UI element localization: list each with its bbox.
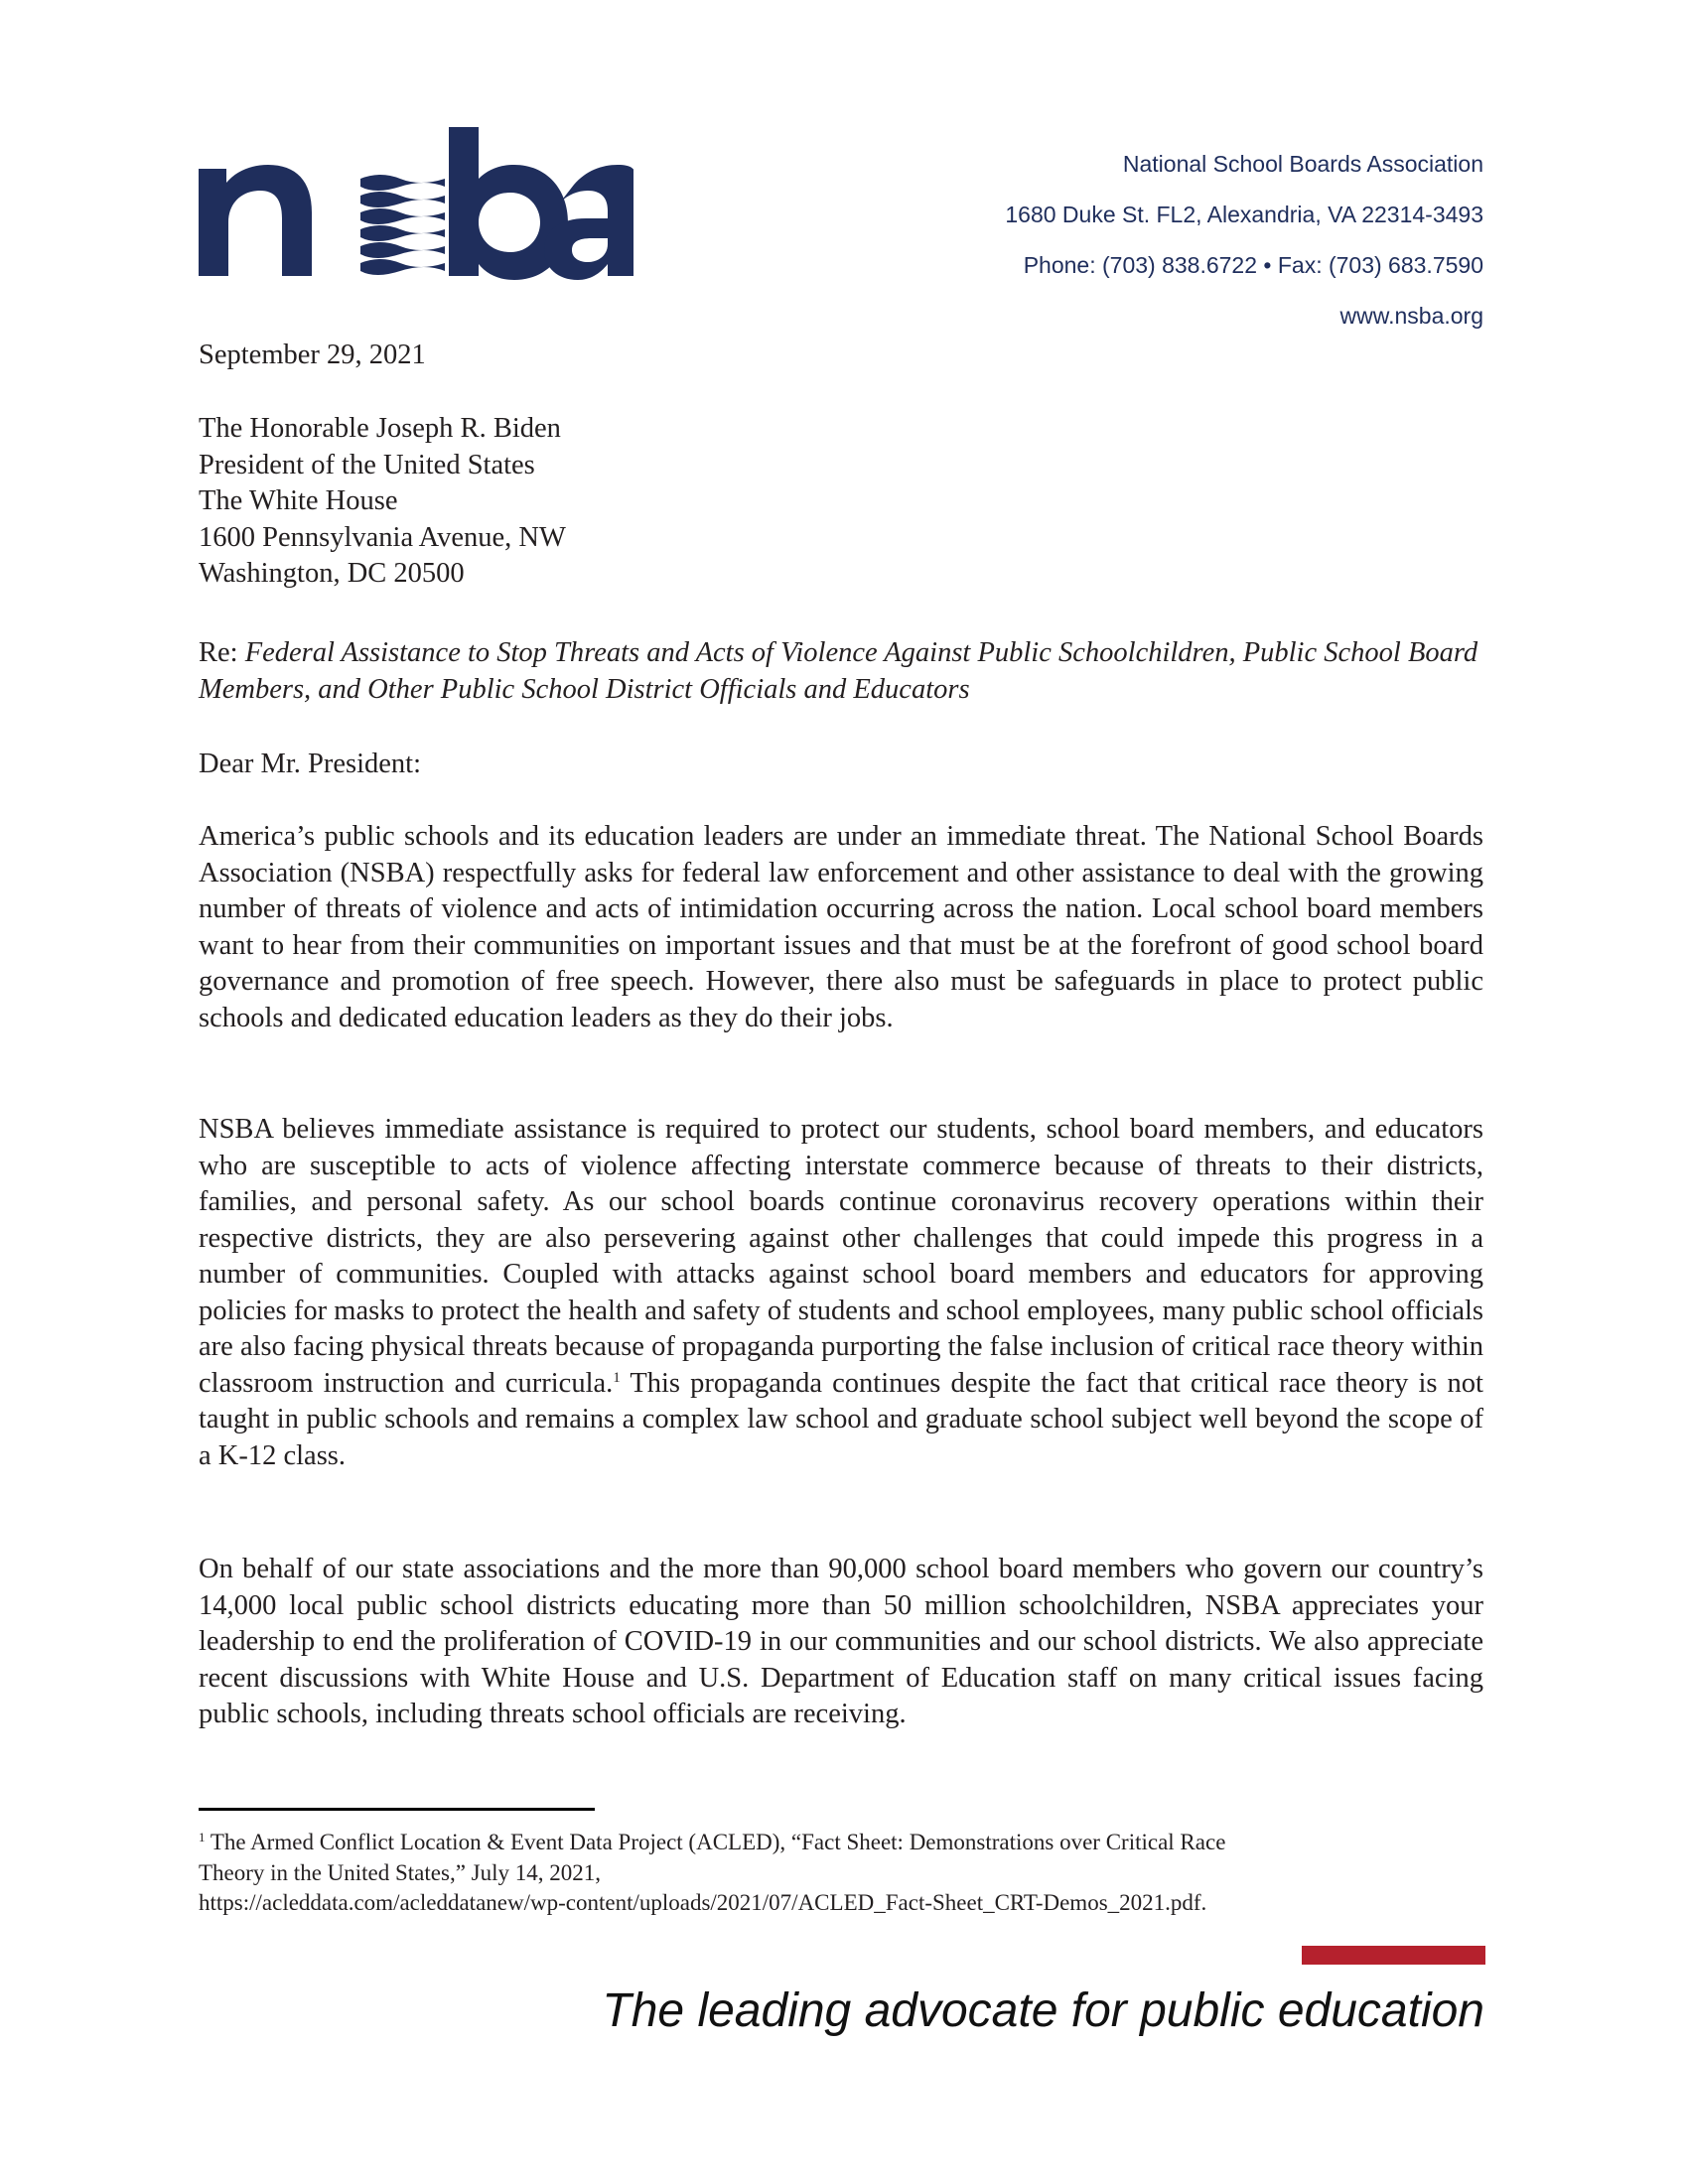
footnote bbox=[199, 1828, 1489, 1919]
footnote-line: The Armed Conflict Location & Event Data Project (ACLED), “Fact Sheet: Demonstrations over Critical Race bbox=[205, 1830, 1226, 1854]
re-subject: Federal Assistance to Stop Threats and Acts of Violence Against Public Schoolchildren, Public School Board Members, and Other Public School District Officials and Educators bbox=[199, 637, 1478, 705]
re-label: Re: bbox=[199, 637, 238, 668]
recipient-line: President of the United States bbox=[199, 449, 535, 480]
re-line bbox=[199, 635, 1483, 708]
footnote-line: Theory in the United States,” July 14, 2021, bbox=[199, 1859, 601, 1885]
recipient-line: Washington, DC 20500 bbox=[199, 558, 465, 589]
footnote-reference[interactable]: 1 bbox=[613, 1369, 621, 1386]
paragraph-2-part-a: NSBA believes immediate assistance is required to protect our students, school board members, and educators who are susceptible to acts of violence affecting interstate commerce because of threats to their districts, families, and personal safety. As our school boards continue coronavirus recovery operations within their respective districts, they are also persevering against other challenges that could impede this progress in a number of communities. Coupled with attacks against school board members and educators for approving policies for masks to protect the health and safety of students and school employees, many public school officials are also facing physical threats because of propaganda purporting the false inclusion of critical race theory within classroom instruction and curricula. bbox=[199, 1114, 1483, 1399]
org-phone-fax: Phone: (703) 838.6722 • Fax: (703) 683.7590 bbox=[1023, 252, 1483, 278]
recipient-line: The White House bbox=[199, 485, 398, 516]
letterhead-contact bbox=[1005, 139, 1483, 341]
recipient-line: 1600 Pennsylvania Avenue, NW bbox=[199, 521, 566, 553]
recipient-address bbox=[199, 411, 1483, 593]
letter-date: September 29, 2021 bbox=[199, 340, 426, 370]
salutation: Dear Mr. President: bbox=[199, 749, 421, 779]
footnote-marker: 1 bbox=[199, 1830, 206, 1844]
footnote-url[interactable]: https://acleddata.com/acleddatanew/wp-content/uploads/2021/07/ACLED_Fact-Sheet_CRT-Demos_2021.pdf. bbox=[199, 1890, 1207, 1915]
org-website[interactable]: www.nsba.org bbox=[1339, 303, 1483, 329]
nsba-logo bbox=[197, 127, 633, 281]
footnote-divider bbox=[199, 1808, 595, 1811]
body-paragraph-3: On behalf of our state associations and the more than 90,000 school board members who govern our country’s 14,000 local public school districts educating more than 50 million schoolchildren, NSBA appreciates your leadership to end the proliferation of COVID-19 in our communities and our school districts. We also appreciate recent discussions with White House and U.S. Department of Education staff on many critical issues facing public schools, including threats school officials are receiving. bbox=[199, 1554, 1483, 1729]
org-address: 1680 Duke St. FL2, Alexandria, VA 22314-3493 bbox=[1005, 202, 1483, 227]
body-paragraph-1: America’s public schools and its education leaders are under an immediate threat. The National School Boards Association (NSBA) respectfully asks for federal law enforcement and other assistance to deal with the growing number of threats of violence and acts of intimidation occurring across the nation. Local school board members want to hear from their communities on important issues and that must be at the forefront of good school board governance and promotion of free speech. However, there also must be safeguards in place to protect public schools and dedicated education leaders as they do their jobs. bbox=[199, 821, 1483, 1033]
org-name: National School Boards Association bbox=[1122, 151, 1483, 177]
paragraph-2-part-b: This propaganda continues despite the fact that critical race theory is not taught in public schools and remains a complex law school and graduate school subject well beyond the scope of a K-12 class. bbox=[199, 1367, 1483, 1471]
recipient-line: The Honorable Joseph R. Biden bbox=[199, 413, 561, 444]
footer-accent-bar bbox=[1302, 1946, 1485, 1965]
footer-tagline: The leading advocate for public education bbox=[602, 1984, 1484, 2037]
body-paragraph-2 bbox=[199, 1112, 1483, 1474]
